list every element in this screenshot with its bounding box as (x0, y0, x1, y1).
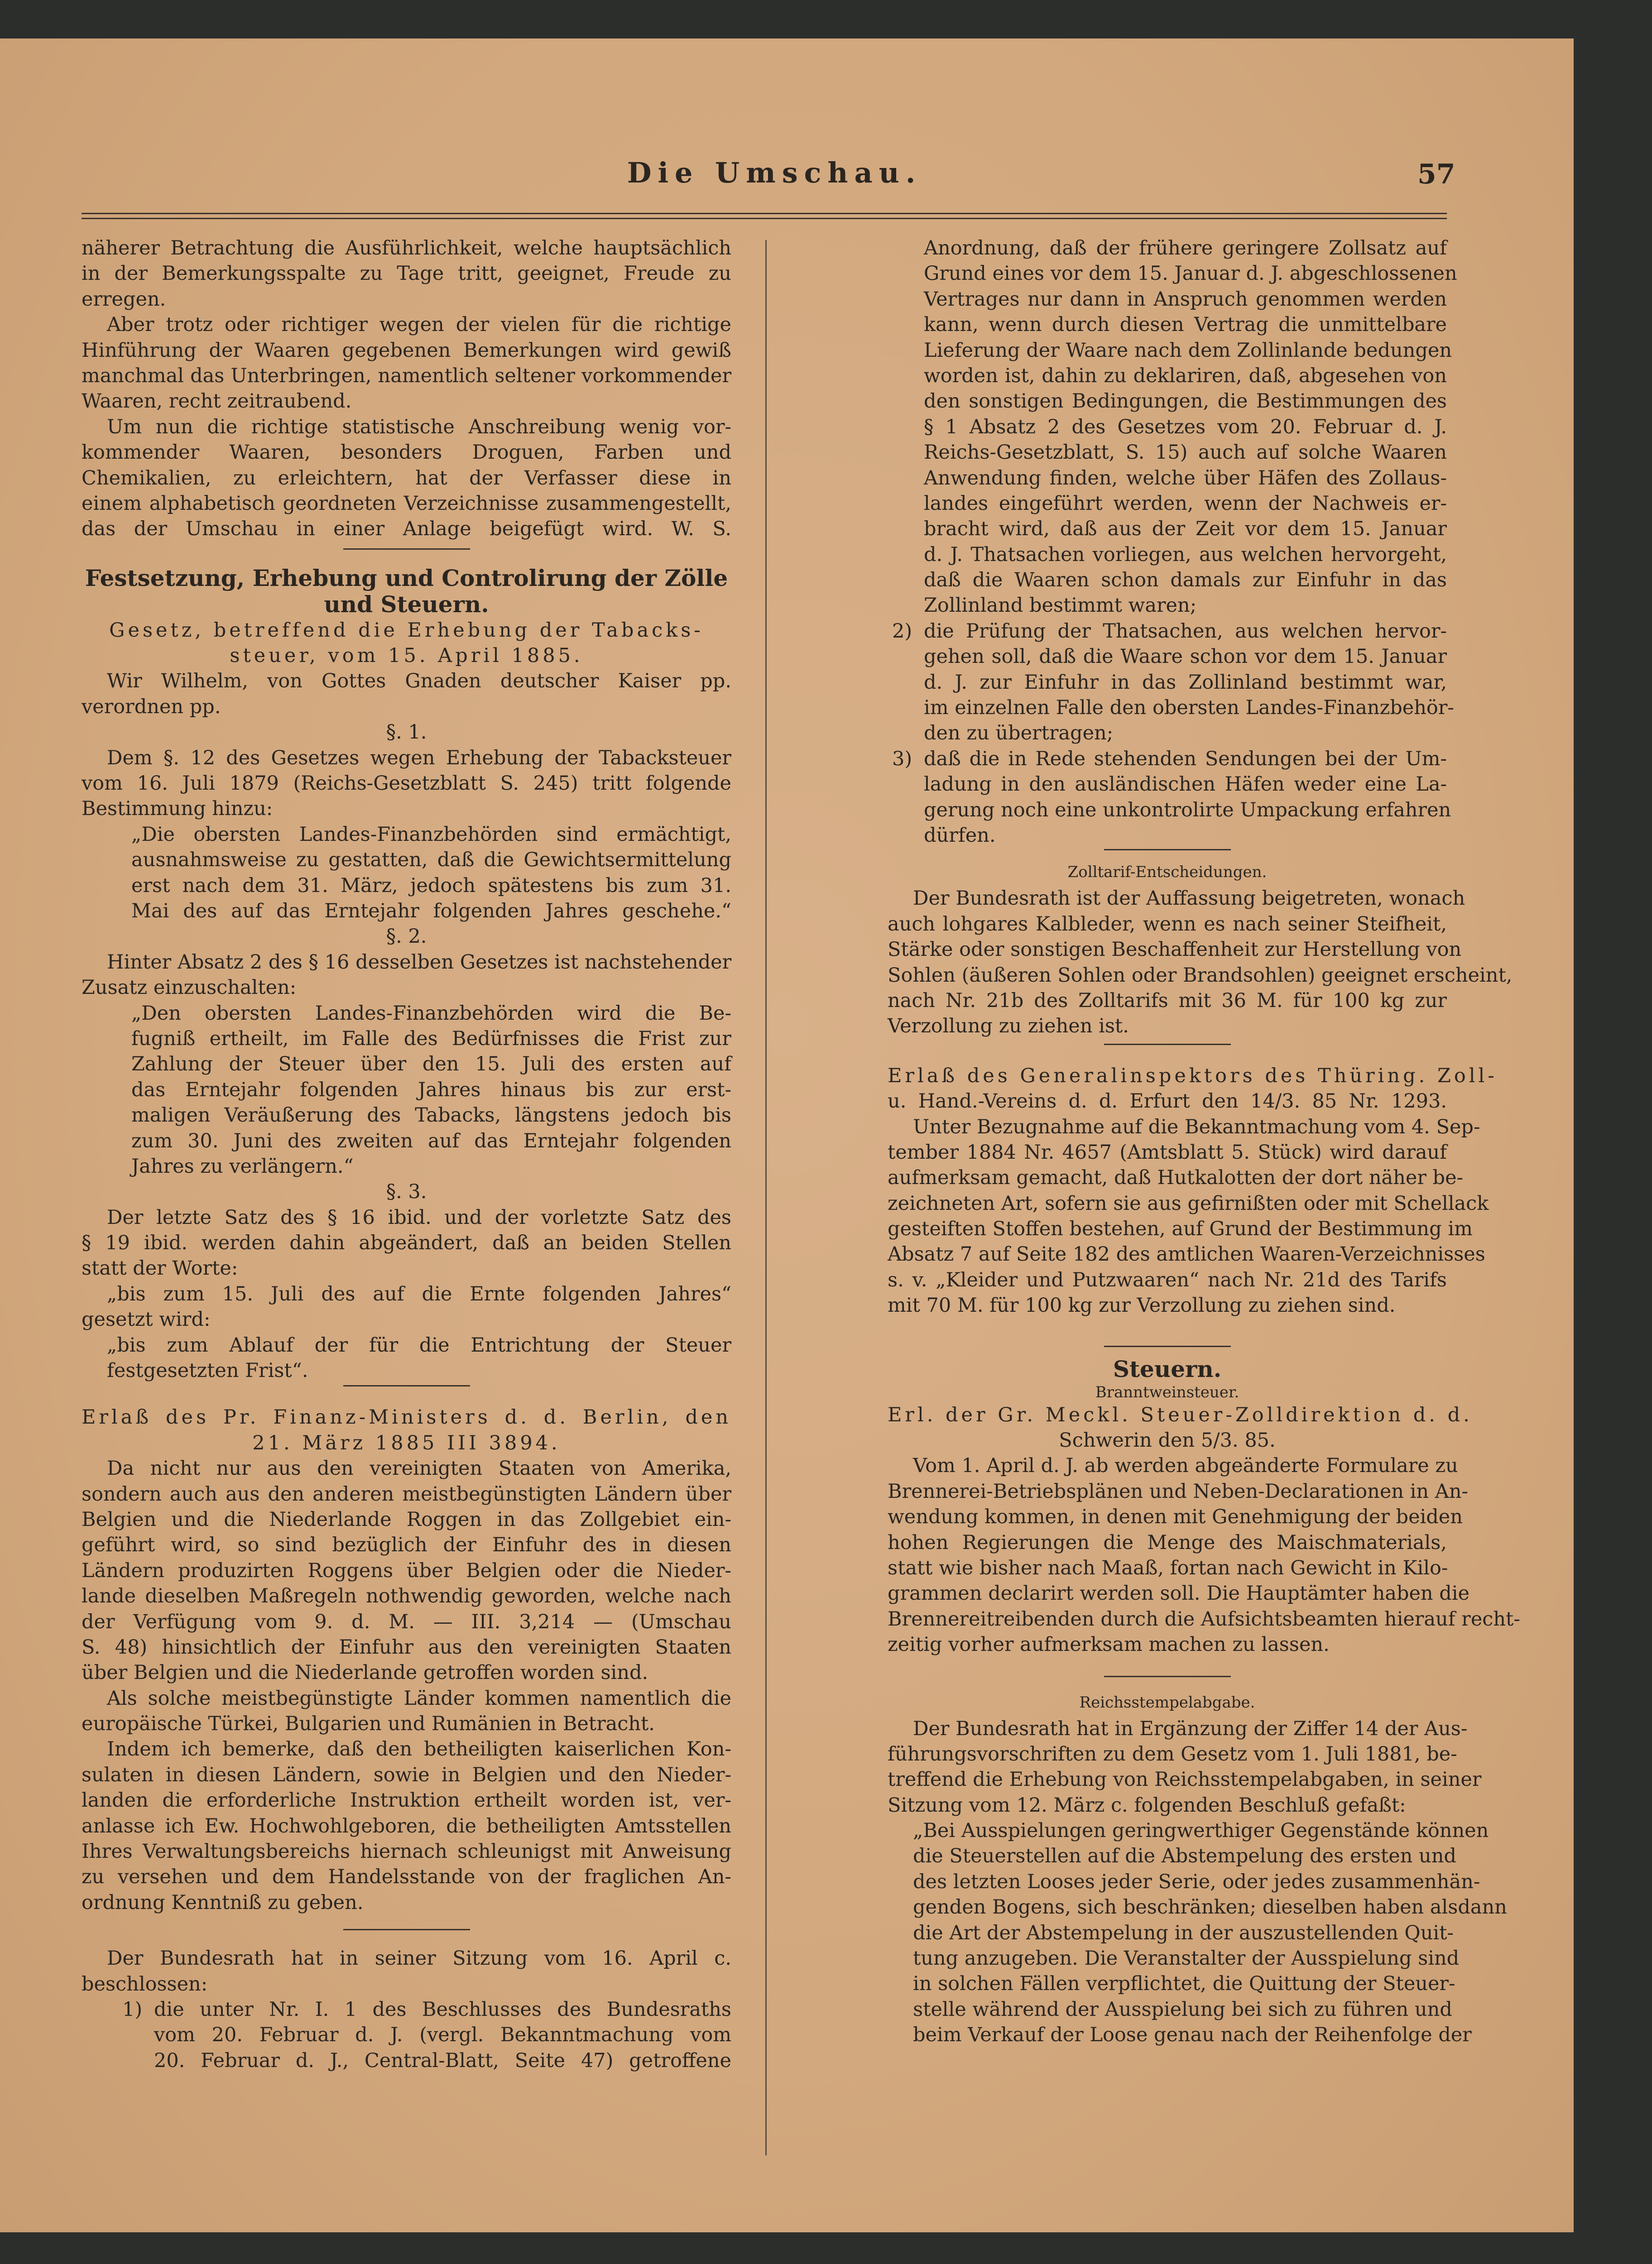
text-line: Dem §. 12 des Gesetzes wegen Erhebung der Tabacksteuer (107, 746, 731, 769)
text-line: Belgien und die Niederlande Roggen in das Zollgebiet ein- (82, 1508, 731, 1531)
item-number: 3) (892, 747, 912, 770)
text-line: anlasse ich Ew. Hochwohlgeboren, die betheiligten Amtsstellen (82, 1814, 731, 1837)
numbered-item-2 (892, 619, 1454, 746)
text-line: vom 16. Juli 1879 (Reichs-Gesetzblatt S. 245) tritt folgende (82, 772, 731, 795)
text-line: lande dieselben Maßregeln nothwendig geworden, welche nach (82, 1585, 731, 1608)
text-line: „Bei Ausspielungen geringwerthiger Gegenstände können (913, 1819, 1489, 1842)
text-line: aufmerksam gemacht, daß Hutkalotten der dort näher be- (888, 1166, 1464, 1190)
text-line: auch lohgares Kalbleder, wenn es nach seiner Steifheit, (888, 912, 1447, 935)
text-line: die Steuerstellen auf die Abstempelung des ersten und (913, 1845, 1456, 1868)
text-line: das Erntejahr folgenden Jahres hinaus bis zur erst- (131, 1078, 731, 1101)
separator-rule (343, 1385, 470, 1386)
item-1-continuation (924, 235, 1457, 619)
text-line: wendung kommen, in denen mit Genehmigung der beiden (888, 1506, 1463, 1529)
item-number: 1) (122, 1998, 143, 2021)
text-line: daß die in Rede stehenden Sendungen bei der Um- (924, 747, 1447, 770)
text-line: „bis zum Ablauf der für die Entrichtung der Steuer (107, 1333, 731, 1357)
text-line: beim Verkauf der Loose genau nach der Reihenfolge der (913, 2024, 1472, 2047)
text-line: statt wie bisher nach Maaß, fortan nach Gewicht in Kilo- (888, 1556, 1448, 1579)
text-line: Der letzte Satz des § 16 ibid. und der vorletzte Satz des (107, 1206, 731, 1229)
text-line: sulaten in diesen Ländern, sowie in Belgien und den Nieder- (82, 1763, 731, 1786)
column-divider (765, 240, 767, 2155)
text-line: gesteiften Stoffen bestehen, auf Grund der Bestimmung im (888, 1218, 1473, 1241)
subsection-heading: Reichsstempelabgabe. (1079, 1693, 1255, 1712)
text-line: sondern auch aus den anderen meistbegünstigten Ländern über (82, 1482, 731, 1506)
text-line: Waaren, recht zeitraubend. (82, 390, 352, 413)
text-line: vom 20. Februar d. J. (vergl. Bekanntmachung vom (154, 2024, 731, 2047)
text-line: mit 70 M. für 100 kg zur Verzollung zu ziehen sind. (888, 1294, 1396, 1317)
text-line: die unter Nr. I. 1 des Beschlusses des Bundesraths (154, 1998, 731, 2021)
text-line: Brennereitreibenden durch die Aufsichtsbeamten hierauf recht- (888, 1607, 1520, 1631)
text-line: festgesetzten Frist“. (107, 1359, 308, 1382)
separator-rule (1104, 1676, 1231, 1677)
text-line: in der Bemerkungsspalte zu Tage tritt, geeignet, Freude zu (82, 262, 731, 285)
text-line: Zahlung der Steuer über den 15. Juli des ersten auf (131, 1053, 731, 1076)
paragraph-label: §. 2. (386, 925, 427, 948)
text-line: Zusatz einzuschalten: (82, 976, 297, 999)
text-line: Hinter Absatz 2 des § 16 desselben Gesetzes ist nachstehender (107, 950, 732, 974)
text-line: gerung noch eine unkontrolirte Umpackung erfahren (924, 798, 1451, 821)
header-double-rule (82, 213, 1447, 219)
decree-title: Erlaß des Pr. Finanz-Ministers d. d. Berlin, den (82, 1406, 731, 1429)
running-head-title: Die Umschau. (627, 156, 922, 189)
text-line: erst nach dem 31. März, jedoch spätestens bis zum 31. (131, 874, 731, 897)
text-line: ordnung Kenntniß zu geben. (82, 1891, 364, 1914)
text-line: Hinführung der Waaren gegebenen Bemerkungen wird gewiß (82, 339, 731, 362)
decree-title: Erl. der Gr. Meckl. Steuer-Zolldirektion d. d. (888, 1403, 1473, 1426)
text-line: „Die obersten Landes-Finanzbehörden sind ermächtigt, (131, 823, 731, 846)
text-line: im einzelnen Falle den obersten Landes-Finanzbehör- (924, 696, 1454, 719)
intro-text (82, 235, 731, 542)
text-line: „Den obersten Landes-Finanzbehörden wird die Be- (131, 1002, 731, 1025)
text-line: die Prüfung der Thatsachen, aus welchen hervor- (924, 619, 1447, 643)
text-line: den zu übertragen; (924, 722, 1114, 745)
text-line: verordnen pp. (82, 695, 221, 718)
law-title: steuer, vom 15. April 1885. (230, 644, 583, 667)
text-line: landes eingeführt werden, wenn der Nachweis er- (924, 492, 1447, 515)
paragraph-label: §. 3. (386, 1180, 427, 1204)
text-line: beschlossen: (82, 1972, 208, 1995)
text-line: Lieferung der Waare nach dem Zollinlande bedungen (924, 339, 1452, 362)
text-line: die Art der Abstempelung in der auszustellenden Quit- (913, 1921, 1454, 1944)
text-line: zeichneten Art, sofern sie aus gefirnißten oder mit Schellack (888, 1192, 1489, 1215)
text-line: Vom 1. April d. J. ab werden abgeänderte Formulare zu (913, 1454, 1458, 1477)
text-line: Wir Wilhelm, von Gottes Gnaden deutscher Kaiser pp. (107, 670, 731, 693)
text-line: des letzten Looses jeder Serie, oder jedes zusammenhän- (913, 1870, 1480, 1893)
separator-rule (343, 1929, 470, 1930)
text-line: über Belgien und die Niederlande getroffen worden sind. (82, 1661, 648, 1684)
text-line: Der Bundesrath hat in Ergänzung der Ziffer 14 der Aus- (913, 1717, 1468, 1740)
text-line: s. v. „Kleider und Putzwaaren“ nach Nr. 21d des Tarifs (888, 1268, 1447, 1291)
page-number: 57 (1417, 158, 1455, 190)
text-line: § 19 ibid. werden dahin abgeändert, daß an beiden Stellen (82, 1232, 731, 1255)
numbered-item-1 (122, 1997, 731, 2073)
text-line: einem alphabetisch geordneten Verzeichnisse zusammengestellt, (82, 492, 731, 515)
text-line: manchmal das Unterbringen, namentlich seltener vorkommender (82, 364, 731, 387)
text-line: grammen declarirt werden soll. Die Hauptämter haben die (888, 1582, 1470, 1605)
text-line: tung anzugeben. Die Veranstalter der Ausspielung sind (913, 1947, 1460, 1970)
text-line: kommender Waaren, besonders Droguen, Farben und (82, 441, 731, 464)
text-line: Um nun die richtige statistische Anschreibung wenig vor- (107, 415, 731, 438)
decree-title: u. Hand.-Vereins d. d. Erfurt den 14/3. 85 Nr. 1293. (888, 1090, 1447, 1113)
section-title: Steuern. (1113, 1355, 1222, 1382)
text-line: Anwendung finden, welche über Häfen des Zollaus- (924, 466, 1447, 489)
text-line: Aber trotz oder richtiger wegen der vielen für die richtige (107, 313, 731, 336)
right-column (888, 235, 1520, 2048)
text-line: gesetzt wird: (82, 1308, 211, 1331)
text-line: Da nicht nur aus den vereinigten Staaten von Amerika, (107, 1457, 731, 1480)
text-line: Ihres Verwaltungsbereichs hiernach schleunigst mit Anweisung (82, 1840, 731, 1863)
text-line: ladung in den ausländischen Häfen weder eine La- (924, 773, 1447, 796)
text-line: Indem ich bemerke, daß den betheiligten kaiserlichen Kon- (107, 1738, 731, 1761)
subsection-heading: Zolltarif-Entscheidungen. (1067, 863, 1267, 882)
text-line: ausnahmsweise zu gestatten, daß die Gewichtsermittelung (131, 849, 731, 872)
tariff-section (888, 849, 1520, 2048)
text-line: Vertrages nur dann in Anspruch genommen werden (924, 288, 1447, 311)
text-line: d. J. zur Einfuhr in das Zollinland bestimmt war, (924, 671, 1447, 694)
text-line: d. J. Thatsachen vorliegen, aus welchen hervorgeht, (924, 543, 1447, 566)
text-line: zum 30. Juni des zweiten auf das Erntejahr folgenden (131, 1129, 731, 1152)
text-line: dürfen. (924, 824, 996, 847)
text-line: Mai des auf das Erntejahr folgenden Jahres geschehe.“ (131, 899, 731, 922)
decree-title: Erlaß des Generalinspektors des Thüring. Zoll- (888, 1064, 1498, 1087)
text-line: Der Bundesrath ist der Auffassung beigetreten, wonach (913, 887, 1465, 910)
text-line: landen die erforderliche Instruktion ertheilt worden ist, ver- (82, 1789, 731, 1812)
text-line: Als solche meistbegünstigte Länder kommen namentlich die (107, 1687, 731, 1710)
text-line: Absatz 7 auf Seite 182 des amtlichen Waaren-Verzeichnisses (888, 1243, 1485, 1266)
text-line: daß die Waaren schon damals zur Einfuhr in das (924, 569, 1447, 592)
text-line: erregen. (82, 288, 166, 311)
text-line: das der Umschau in einer Anlage beigefügt wird. W. S. (82, 518, 731, 541)
text-line: nach Nr. 21b des Zolltarifs mit 36 M. für 100 kg zur (888, 989, 1447, 1012)
section-title: Festsetzung, Erhebung und Controlirung der Zölle (85, 564, 728, 591)
text-line: stelle während der Ausspielung bei sich zu führen und (913, 1998, 1452, 2021)
text-line: Brennerei-Betriebsplänen und Neben-Declarationen in An- (888, 1480, 1469, 1503)
text-line: bracht wird, daß aus der Zeit vor dem 15. Januar (924, 518, 1447, 541)
text-line: statt der Worte: (82, 1257, 238, 1280)
text-line: Grund eines vor dem 15. Januar d. J. abgeschlossenen (924, 262, 1457, 285)
text-line: Ländern produzirten Roggens über Belgien oder die Nieder- (82, 1559, 731, 1582)
decree-title: 21. März 1885 III 3894. (252, 1431, 561, 1454)
text-line: maligen Veräußerung des Tabacks, längstens jedoch bis (131, 1104, 731, 1127)
text-line: S. 48) hinsichtlich der Einfuhr aus den vereinigten Staaten (82, 1636, 731, 1659)
text-line: Stärke oder sonstigen Beschaffenheit zur Herstellung von (888, 938, 1462, 961)
text-line: Bestimmung hinzu: (82, 797, 273, 820)
text-line: § 1 Absatz 2 des Gesetzes vom 20. Februar d. J. (924, 415, 1447, 438)
text-line: zu versehen und dem Handelsstande von der fraglichen An- (82, 1866, 731, 1889)
text-line: Jahres zu verlängern.“ (131, 1155, 354, 1178)
text-line: Chemikalien, zu erleichtern, hat der Verfasser diese in (82, 466, 731, 489)
text-line: genden Bogens, sich beschränken; dieselben haben alsdann (913, 1896, 1507, 1919)
item-number: 2) (892, 619, 912, 643)
text-line: kann, wenn durch diesen Vertrag die unmittelbare (924, 313, 1447, 336)
text-line: treffend die Erhebung von Reichsstempelabgaben, in seiner (888, 1768, 1482, 1791)
separator-rule (343, 548, 470, 550)
separator-rule (1104, 1346, 1231, 1347)
numbered-item-3 (892, 746, 1451, 849)
text-line: Verzollung zu ziehen ist. (888, 1015, 1129, 1038)
text-line: Sohlen (äußeren Sohlen oder Brandsohlen) geeignet erscheint, (888, 964, 1513, 987)
text-line: zeitig vorher aufmerksam machen zu lassen. (888, 1633, 1330, 1656)
decree-title: Schwerin den 5/3. 85. (1059, 1429, 1276, 1452)
text-line: Sitzung vom 12. März c. folgenden Beschluß gefaßt: (888, 1794, 1406, 1817)
separator-rule (1104, 849, 1231, 850)
text-line: Der Bundesrath hat in seiner Sitzung vom 16. April c. (107, 1947, 731, 1970)
text-line: in solchen Fällen verpflichtet, die Quittung der Steuer- (913, 1972, 1455, 1995)
separator-rule (1104, 1044, 1231, 1045)
law-title: Gesetz, betreffend die Erhebung der Tabacks- (109, 619, 704, 642)
text-line: hohen Regierungen die Menge des Maischmaterials, (888, 1531, 1447, 1554)
paragraph-label: §. 1. (386, 721, 427, 744)
text-line: worden ist, dahin zu deklariren, daß, abgesehen von (924, 364, 1447, 387)
text-line: den sonstigen Bedingungen, die Bestimmungen des (924, 390, 1447, 413)
text-line: fugniß ertheilt, im Falle des Bedürfnisses die Frist zur (131, 1027, 731, 1050)
text-line: Zollinland bestimmt waren; (924, 594, 1197, 617)
section-title: und Steuern. (324, 590, 489, 618)
text-line: europäische Türkei, Bulgarien und Rumänien in Betracht. (82, 1712, 655, 1736)
subsection-heading: Branntweinsteuer. (1095, 1383, 1239, 1401)
text-line: geführt wird, so sind bezüglich der Einfuhr des in diesen (82, 1534, 731, 1557)
text-line: „bis zum 15. Juli des auf die Ernte folgenden Jahres“ (107, 1282, 731, 1305)
text-line: gehen soll, daß die Waare schon vor dem 15. Januar (924, 645, 1447, 668)
text-line: Reichs-Gesetzblatt, S. 15) auch auf solche Waaren (924, 441, 1447, 464)
text-line: führungsvorschriften zu dem Gesetz vom 1. Juli 1881, be- (888, 1742, 1457, 1765)
text-line: der Verfügung vom 9. d. M. — III. 3,214 — (Umschau (82, 1610, 731, 1633)
text-line: näherer Betrachtung die Ausführlichkeit, welche hauptsächlich (82, 237, 731, 259)
text-line: tember 1884 Nr. 4657 (Amtsblatt 5. Stück) wird darauf (888, 1141, 1447, 1164)
text-line: Unter Bezugnahme auf die Bekanntmachung vom 4. Sep- (913, 1115, 1480, 1138)
text-line: Anordnung, daß der frühere geringere Zollsatz auf (924, 237, 1447, 259)
text-line: 20. Februar d. J., Central-Blatt, Seite 47) getroffene (154, 2049, 731, 2072)
left-column (82, 235, 731, 2073)
